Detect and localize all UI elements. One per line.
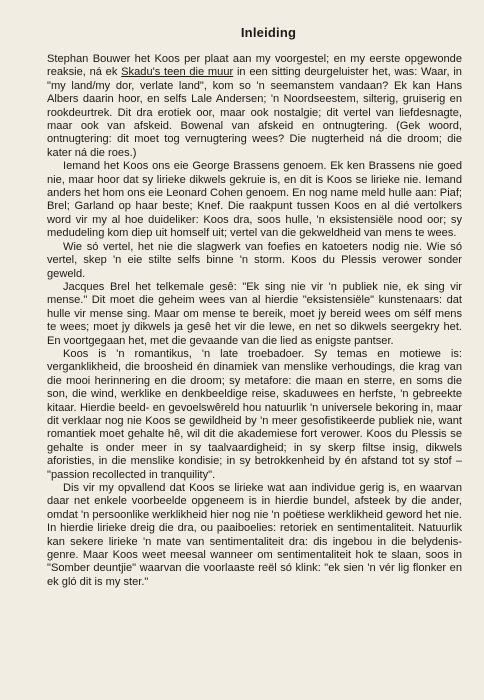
- paragraph-1: [47, 53, 462, 160]
- paragraph-1-text-a: Stephan Bouwer het Koos per plaat aan my voorgestel; en my eerste opgewonde reaksie, ná ek: [47, 53, 462, 79]
- paragraph-1-text-b: in een sitting deurgeluister het, was: Waar, in "my land/my dor, verlate land", kom so 'n seemanstem vandaan? Ek kan Hans Albers daarin hoor, en selfs Lale Andersen; 'n Noordseestem, silterig, gruiserig en rookdeurtrek. Dit dra erotiek oor, maar ook nostalgie; dit vertel van liefdesnagte, maar ook van afskeid. Bowenal van afskeid en ontnugtering. (Gek woord, ontnugtering: dit moet tog vernugtering wees? Die nugterheid ná die droom; die kater ná die roes.): [47, 66, 462, 159]
- paragraph-3: Wie só vertel, het nie die slagwerk van foefies en katoeters nodig nie. Wie só vertel, skep 'n eie stilte selfs binne 'n storm. Koos du Plessis verower sonder geweld.: [47, 240, 462, 280]
- page-title: Inleiding: [240, 25, 297, 40]
- paragraph-6: Dis vir my opvallend dat Koos se lirieke wat aan individue gerig is, en waarvan daar net enkele voorbeelde opgeneem is in hierdie bundel, afsteek by die ander, omdat 'n persoonlike werklikheid hier nog nie 'n poëtiese werklikheid geword het nie. In hierdie lirieke dreig die dra, ou paaiboelies: retoriek en sentimentaliteit. Natuurlik kan sekere lirieke 'n mate van sentimentaliteit dra: dis ingebou in die belydenis-genre. Maar Koos weet meesal wanneer om sentimentaliteit hok te slaan, soos in "Somber deuntjie" waarvan die voorlaaste reël só klink: "ek sien 'n vér lig flonker en ek gló dit is my ster.": [47, 482, 462, 588]
- body-text: [47, 53, 462, 589]
- song-title-underlined: Skadu's teen die muur: [121, 66, 234, 79]
- paragraph-5: Koos is 'n romantikus, 'n late troebadoer. Sy temas en motiewe is: verganklikheid, die broosheid én dinamiek van menslike verhoudings, die krag van die mooi herinnering en die droom; sy metafore: die maan en sterre, en soms die son, die wind, werklike en denkbeeldige reise, skaduwees en herfste, 'n gebreekte kitaar. Hierdie beeld- en gevoelswêreld hou natuurlik 'n universele bekoring in, maar dit verklaar nog nie Koos se gewildheid by 'n meer gesofistikeerde publiek nie, want romantiek moet gehalte hê, wil dit die akademiese fort verower. Koos du Plessis se gehalte is onder meer in sy taalvaardigheid; in sy skerp filtse insig, dikwels aforisties, in die menslike kondisie; in sy betrokkenheid by én afstand tot sy stof – "passion recollected in tranquility".: [47, 347, 462, 481]
- paragraph-4: Jacques Brel het telkemale gesê: "Ek sing nie vir 'n publiek nie, ek sing vir mense." Dit moet die geheim wees van al hierdie "eksistensiële" kunstenaars: dat hulle vir mense sing. Maar om mense te bereik, moet jy bereid wees om sélf mens te wees; moet jy dikwels ja gesê het vir die lewe, en net so dikwels seergekry het. En voortgegaan het, met die gevaande van die lied as enigste pantser.: [47, 280, 462, 347]
- paragraph-2: Iemand het Koos ons eie George Brassens genoem. Ek ken Brassens nie goed nie, maar hoor dat sy lirieke dikwels gekruie is, en dit is Koos se lirieke nie. Iemand anders het hom ons eie Leonard Cohen genoem. En nog name meld hulle aan: Piaf; Brel; Garland op haar beste; Knef. Die raakpunt tussen Koos en al dié vertolkers word vir my al hoe duideliker: Koos dra, soos hulle, 'n eksistensiële nood oor; sy medudeling kom diep uit homself uit; vertel van die gekweldheid van mens te wees.: [47, 160, 462, 240]
